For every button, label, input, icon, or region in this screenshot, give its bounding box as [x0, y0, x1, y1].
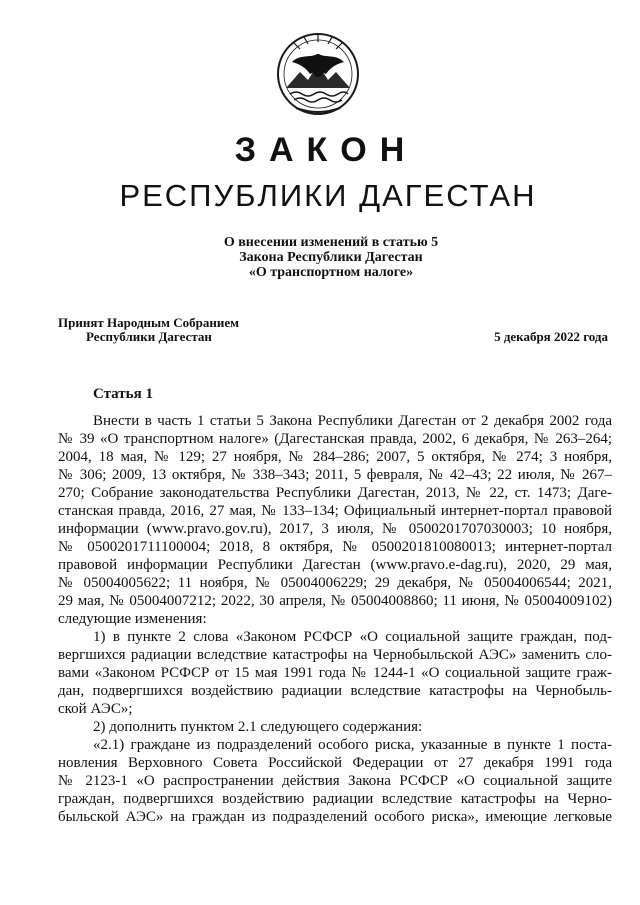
- text-line: 29 мая, № 05004007212; 2022, 30 апреля, № 05004008860; 11 июня, № 05004009102): [58, 593, 612, 609]
- text-line: № 0500201711100004; 2018, 8 октября, № 0500201810080013; интернет-портал: [58, 539, 612, 555]
- law-heading-line: «О транспортном налоге»: [248, 265, 414, 280]
- text-line: 1) в пункте 2 слова «Законом РСФСР «О социальной защите граждан, под-: [93, 629, 612, 645]
- text-line: вами «Законом РСФСР от 15 мая 1991 года № 1244-1 «О социальной защите граж-: [58, 665, 612, 681]
- adoption-line: Республики Дагестан: [86, 329, 212, 344]
- law-heading-line: О внесении изменений в статью 5: [223, 235, 439, 250]
- text-line: быльской АЭС» на граждан из подразделений особого риска», имеющие легковые: [58, 809, 612, 825]
- text-line: правовой информации Республики Дагестан (www.pravo.e-dag.ru), 2020, 29 мая,: [58, 557, 612, 573]
- law-title: ЗАКОН: [234, 131, 418, 169]
- law-subtitle: РЕСПУБЛИКИ ДАГЕСТАН: [119, 178, 537, 213]
- adoption-line: Принят Народным Собранием: [58, 315, 240, 330]
- text-line: дан, подвергшихся воздействию радиации вследствие катастрофы на Чернобыль-: [58, 683, 612, 699]
- text-line: новления Верховного Совета Российской Федерации от 27 декабря 1991 года: [58, 755, 612, 771]
- article-body: [58, 412, 612, 826]
- text-line: информации (www.pravo.gov.ru), 2017, 3 июля, № 0500201707030003; 10 ноября,: [58, 521, 612, 537]
- text-line: вергшихся радиации вследствие катастрофы на Чернобыльской АЭС» заменить сло-: [58, 647, 612, 663]
- text-line: «2.1) граждане из подразделений особого риска, указанные в пункте 1 поста-: [93, 737, 612, 753]
- text-line: граждан, подвергшихся воздействию радиации вследствие катастрофы на Черно-: [58, 791, 612, 807]
- text-line: ской АЭС»;: [58, 701, 133, 717]
- text-line: № 306; 2009, 13 октября, № 338–343; 2011, 5 февраля, № 42–43; 22 июля, № 267–: [58, 467, 612, 483]
- text-line: № 2123-1 «О распространении действия Закона РСФСР «О социальной защите: [58, 773, 612, 789]
- text-line: № 05004005622; 11 ноября, № 05004006229; 29 декабря, № 05004006544; 2021,: [58, 575, 612, 591]
- text-line: 2) дополнить пунктом 2.1 следующего содержания:: [93, 719, 423, 735]
- law-heading: [0, 235, 640, 280]
- adoption-date: 5 декабря 2022 года: [494, 329, 608, 344]
- law-heading-line: Закона Республики Дагестан: [239, 250, 423, 265]
- adoption-note: [58, 316, 239, 344]
- article-heading: Статья 1: [93, 386, 153, 402]
- text-line: 270; Собрание законодательства Республики Дагестан, 2013, № 22, ст. 1473; Даге-: [58, 485, 612, 501]
- text-line: 2004, 18 мая, № 129; 27 ноября, № 284–286; 2007, 5 октября, № 274; 3 ноября,: [58, 449, 612, 465]
- text-line: следующие изменения:: [58, 611, 207, 627]
- text-line: Внести в часть 1 статьи 5 Закона Республики Дагестан от 2 декабря 2002 года: [93, 413, 612, 429]
- text-line: № 39 «О транспортном налоге» (Дагестанская правда, 2002, 6 декабря, № 263–264;: [58, 431, 612, 447]
- text-line: станская правда, 2016, 27 мая, № 133–134; Официальный интернет-портал правовой: [58, 503, 612, 519]
- coat-of-arms-emblem: [270, 24, 366, 120]
